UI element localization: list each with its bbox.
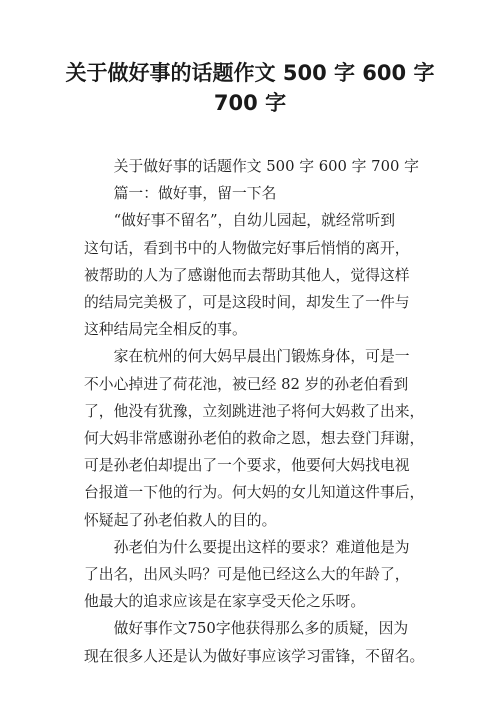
document-title <box>60 58 440 118</box>
paragraph-2-line-3: 了，他没有犹豫，立刻跳进池子将何大妈救了出来， <box>84 402 425 420</box>
paragraph-2-line-7: 怀疑起了孙老伯救人的目的。 <box>84 511 277 529</box>
paragraph-1-line-3: 被帮助的人为了感谢他而去帮助其他人，觉得这样 <box>84 266 410 284</box>
paragraph-1-line-5: 这种结局完全相反的事。 <box>84 321 247 339</box>
paragraph-2-line-1: 家在杭州的何大妈早晨出门锻炼身体，可是一 <box>113 348 410 366</box>
paragraph-3-line-2: 了出名，出风头吗？可是他已经这么大的年龄了， <box>84 566 410 584</box>
paragraph-3-line-1: 孙老伯为什么要提出这样的要求？难道他是为 <box>113 538 410 556</box>
paragraph-1-line-2: 这句话，看到书中的人物做完好事后悄悄的离开， <box>84 239 410 257</box>
subtitle: 关于做好事的话题作文 500 字 600 字 700 字 <box>113 158 419 175</box>
paragraph-2-line-2: 不小心掉进了荷花池，被已经 82 岁的孙老伯看到 <box>84 375 409 393</box>
paragraph-4-line-2: 现在很多人还是认为做好事应该学习雷锋，不留名。 <box>84 647 425 665</box>
paragraph-4-line-1: 做好事作文750字他获得那么多的质疑，因为 <box>113 620 409 638</box>
paragraph-2-line-6: 台报道一下他的行为。何大妈的女儿知道这件事后， <box>84 484 425 502</box>
paragraph-1-line-1: “做好事不留名”，自幼儿园起，就经常听到 <box>113 212 396 230</box>
section-heading: 篇一：做好事，留一下名 <box>113 185 277 203</box>
paragraph-3-line-3: 他最大的追求应该是在家享受天伦之乐呀。 <box>84 593 366 611</box>
title-line-1: 关于做好事的话题作文 500 字 600 字 <box>65 61 435 85</box>
title-line-2: 700 字 <box>213 91 287 115</box>
paragraph-1-line-4: 的结局完美极了，可是这段时间，却发生了一件与 <box>84 294 410 312</box>
paragraph-2-line-5: 可是孙老伯却提出了一个要求，他要何大妈找电视 <box>84 457 410 475</box>
paragraph-2-line-4: 何大妈非常感谢孙老伯的救命之恩，想去登门拜谢， <box>84 430 425 448</box>
document-body <box>84 153 424 670</box>
